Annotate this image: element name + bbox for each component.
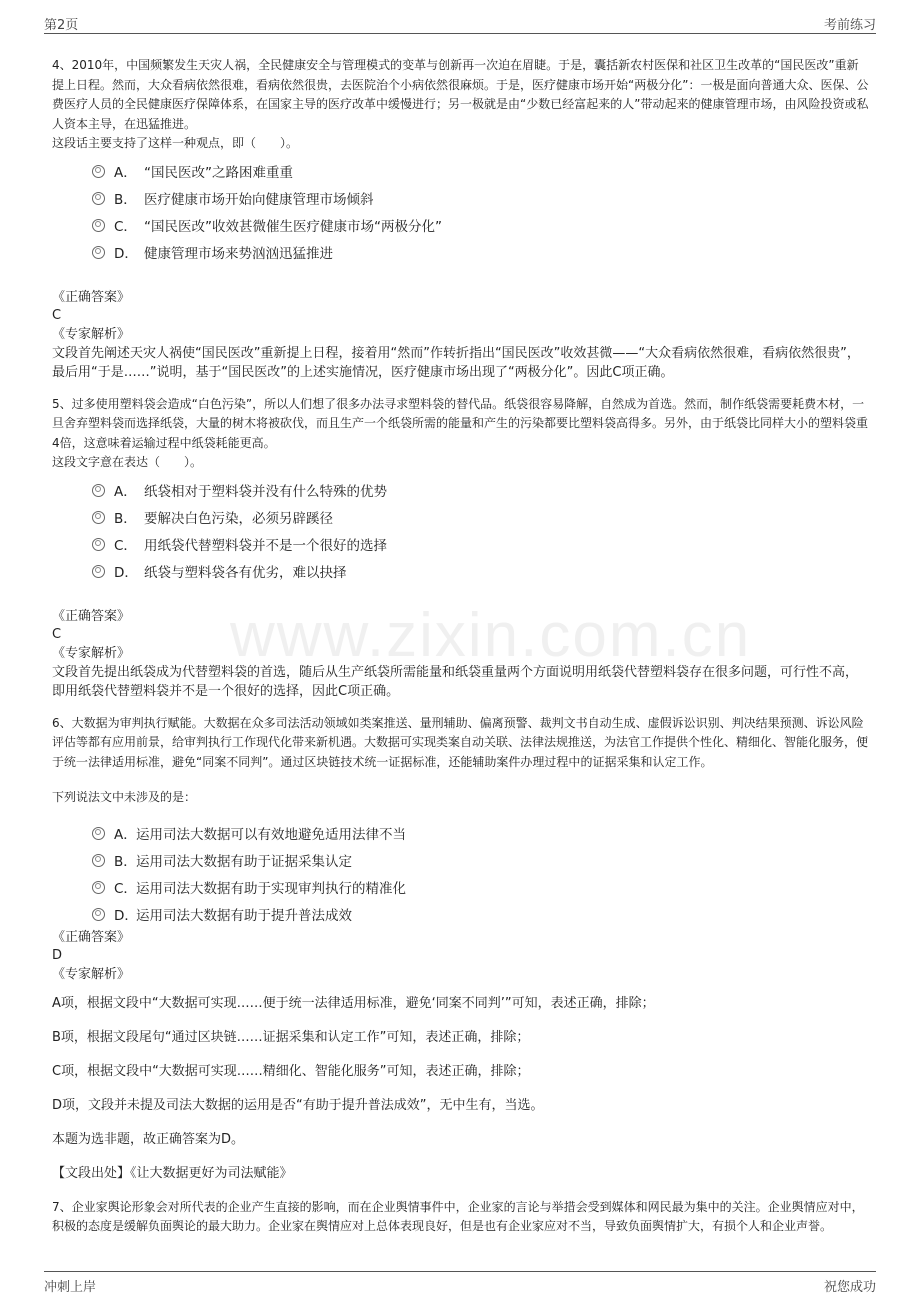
main-content: [52, 56, 870, 1237]
q5-option-a[interactable]: [92, 477, 870, 504]
option-letter: C．: [114, 538, 137, 554]
question-5: [52, 395, 870, 702]
header-title: 考前练习: [823, 18, 876, 33]
radio-icon[interactable]: [92, 538, 105, 551]
q6-stem: 下列说法文中未涉及的是：: [52, 790, 197, 804]
q4-analysis-label: 《专家解析》: [52, 326, 131, 342]
q6-analysis-line-d: D项，文段并未提及司法大数据的运用是否“有助于提升普法成效”，无中生有，当选。: [52, 1097, 544, 1113]
q6-answer: D: [52, 947, 63, 963]
radio-icon[interactable]: [92, 827, 105, 840]
q4-analysis: 文段首先阐述天灾人祸使“国民医改”重新提上日程，接着用“然而”作转折指出“国民医改”收效甚微——“大众看病依然很难，看病依然很贵”，最后用“于是……”说明，基于“国民医改”的上述实施情况，医疗健康市场出现了“两极分化”。因此C项正确。: [52, 345, 860, 380]
option-text: 运用司法大数据有助于证据采集认定: [136, 854, 352, 870]
radio-icon[interactable]: [92, 246, 105, 259]
radio-icon[interactable]: [92, 565, 105, 578]
option-text: 运用司法大数据有助于实现审判执行的精准化: [136, 881, 406, 897]
radio-icon[interactable]: [92, 165, 105, 178]
watermark: www.zixin.com.cn: [230, 601, 752, 670]
q6-passage: 6、大数据为审判执行赋能。大数据在众多司法活动领域如类案推送、量刑辅助、偏离预警、裁判文书自动生成、虚假诉讼识别、判决结果预测、诉讼风险评估等都有应用前景，给审判执行工作现代化带来新机遇。大数据可实现类案自动关联、法律法规推送，为法官工作提供个性化、精细化、智能化服务，便于统一法律适用标准，避免“同案不同判”。通过区块链技术统一证据标准，还能辅助案件办理过程中的证据采集和认定工作。: [52, 715, 869, 769]
q6-options: [92, 820, 870, 928]
option-letter: D．: [114, 565, 138, 581]
q5-passage: 5、过多使用塑料袋会造成“白色污染”，所以人们想了很多办法寻求塑料袋的替代品。纸袋很容易降解，自然成为首选。然而，制作纸袋需要耗费木材，一旦舍弃塑料袋而选择纸袋，大量的树木将被砍伐，而且生产一个纸袋所需的能量和产生的污染都要比塑料袋高得多。另外，由于纸袋比同样大小的塑料袋重4倍，这意味着运输过程中纸袋耗能更高。: [52, 396, 869, 450]
option-text: 要解决白色污染，必须另辟蹊径: [144, 511, 333, 527]
q5-option-d[interactable]: [92, 558, 870, 585]
q6-option-c[interactable]: [92, 874, 870, 901]
option-letter: B．: [114, 511, 137, 527]
q6-answer-label: 《正确答案》: [52, 929, 131, 945]
q5-options: [92, 477, 870, 585]
option-text: 纸袋与塑料袋各有优劣，难以抉择: [144, 565, 347, 581]
option-letter: D．: [114, 246, 138, 262]
q4-option-a[interactable]: [92, 158, 870, 185]
option-text: 运用司法大数据可以有效地避免适用法律不当: [136, 827, 406, 843]
q6-source: 【文段出处】《让大数据更好为司法赋能》: [52, 1165, 293, 1181]
radio-icon[interactable]: [92, 219, 105, 232]
radio-icon[interactable]: [92, 484, 105, 497]
option-letter: A．: [114, 827, 137, 843]
option-letter: C．: [114, 881, 137, 897]
radio-icon[interactable]: [92, 908, 105, 921]
q6-option-d[interactable]: [92, 901, 870, 928]
q6-analysis-line-c: C项，根据文段中“大数据可实现……精细化、智能化服务”可知，表述正确，排除；: [52, 1063, 530, 1079]
q5-analysis: 文段首先提出纸袋成为代替塑料袋的首选，随后从生产纸袋所需能量和纸袋重量两个方面说明用纸袋代替塑料袋存在很多问题，可行性不高，即用纸袋代替塑料袋并不是一个很好的选择，因此C项正确。: [52, 664, 859, 699]
footer-right: 祝您成功: [823, 1280, 876, 1295]
option-letter: C．: [114, 219, 137, 235]
q5-analysis-label: 《专家解析》: [52, 645, 131, 661]
q4-option-b[interactable]: [92, 185, 870, 212]
q5-answer-label: 《正确答案》: [52, 608, 131, 624]
option-text: 医疗健康市场开始向健康管理市场倾斜: [144, 192, 374, 208]
q6-analysis-line-a: A项，根据文段中“大数据可实现……便于统一法律适用标准，避免‘同案不同判’”可知，表述正确，排除；: [52, 995, 655, 1011]
radio-icon[interactable]: [92, 854, 105, 867]
q4-option-d[interactable]: [92, 239, 870, 266]
q4-stem: 这段话主要支持了这样一种观点，即（ ）。: [52, 136, 299, 150]
question-6: [52, 714, 870, 1184]
footer-rule: [44, 1271, 876, 1272]
q4-options: [92, 158, 870, 266]
radio-icon[interactable]: [92, 881, 105, 894]
option-letter: B．: [114, 192, 137, 208]
question-7: [52, 1198, 870, 1237]
q5-answer: C: [52, 626, 62, 642]
option-letter: A．: [114, 165, 137, 181]
option-text: 健康管理市场来势汹汹迅猛推进: [144, 246, 333, 262]
option-text: “国民医改”收效甚微催生医疗健康市场“两极分化”: [144, 219, 442, 235]
q6-analysis-conclusion: 本题为选非题，故正确答案为D。: [52, 1131, 245, 1147]
q6-analysis-line-b: B项，根据文段尾句“通过区块链……证据采集和认定工作”可知，表述正确，排除；: [52, 1029, 530, 1045]
option-text: 运用司法大数据有助于提升普法成效: [136, 908, 352, 924]
q5-stem: 这段文字意在表达（ ）。: [52, 455, 203, 469]
q5-option-b[interactable]: [92, 504, 870, 531]
q6-analysis-label: 《专家解析》: [52, 966, 131, 982]
radio-icon[interactable]: [92, 192, 105, 205]
option-letter: A．: [114, 484, 137, 500]
option-text: 用纸袋代替塑料袋并不是一个很好的选择: [144, 538, 387, 554]
option-text: “国民医改”之路困难重重: [144, 165, 293, 181]
q4-answer-label: 《正确答案》: [52, 289, 131, 305]
option-letter: B．: [114, 854, 137, 870]
q6-option-a[interactable]: [92, 820, 870, 847]
q7-passage: 7、企业家舆论形象会对所代表的企业产生直接的影响，而在企业舆情事件中，企业家的言论与举措会受到媒体和网民最为集中的关注。企业舆情应对中，积极的态度是缓解负面舆论的最大助力。企业家在舆情应对上总体表现良好，但是也有企业家应对不当，导致负面舆情扩大，有损个人和企业声誉。: [52, 1199, 864, 1233]
q4-passage: 4、2010年，中国频繁发生天灾人祸，全民健康安全与管理模式的变革与创新再一次迫在眉睫。于是，囊括新农村医保和社区卫生改革的“国民医改”重新提上日程。然而，大众看病依然很难，看病依然很贵，去医院治个小病依然很麻烦。于是，医疗健康市场开始“两极分化”：一极是面向普通大众、医保、公费医疗人员的全民健康医疗保障体系，在国家主导的医疗改革中缓慢进行；另一极就是由“少数已经富起来的人”带动起来的健康管理市场，由风险投资或私人资本主导，在迅猛推进。: [52, 58, 869, 131]
radio-icon[interactable]: [92, 511, 105, 524]
page-number: 第2页: [44, 18, 79, 33]
q4-answer: C: [52, 307, 62, 323]
option-letter: D．: [114, 908, 138, 924]
header-rule: [44, 33, 876, 34]
q5-option-c[interactable]: [92, 531, 870, 558]
question-4: [52, 56, 870, 383]
option-text: 纸袋相对于塑料袋并没有什么特殊的优势: [144, 484, 387, 500]
footer-left: 冲刺上岸: [44, 1280, 97, 1295]
q4-option-c[interactable]: [92, 212, 870, 239]
q6-option-b[interactable]: [92, 847, 870, 874]
